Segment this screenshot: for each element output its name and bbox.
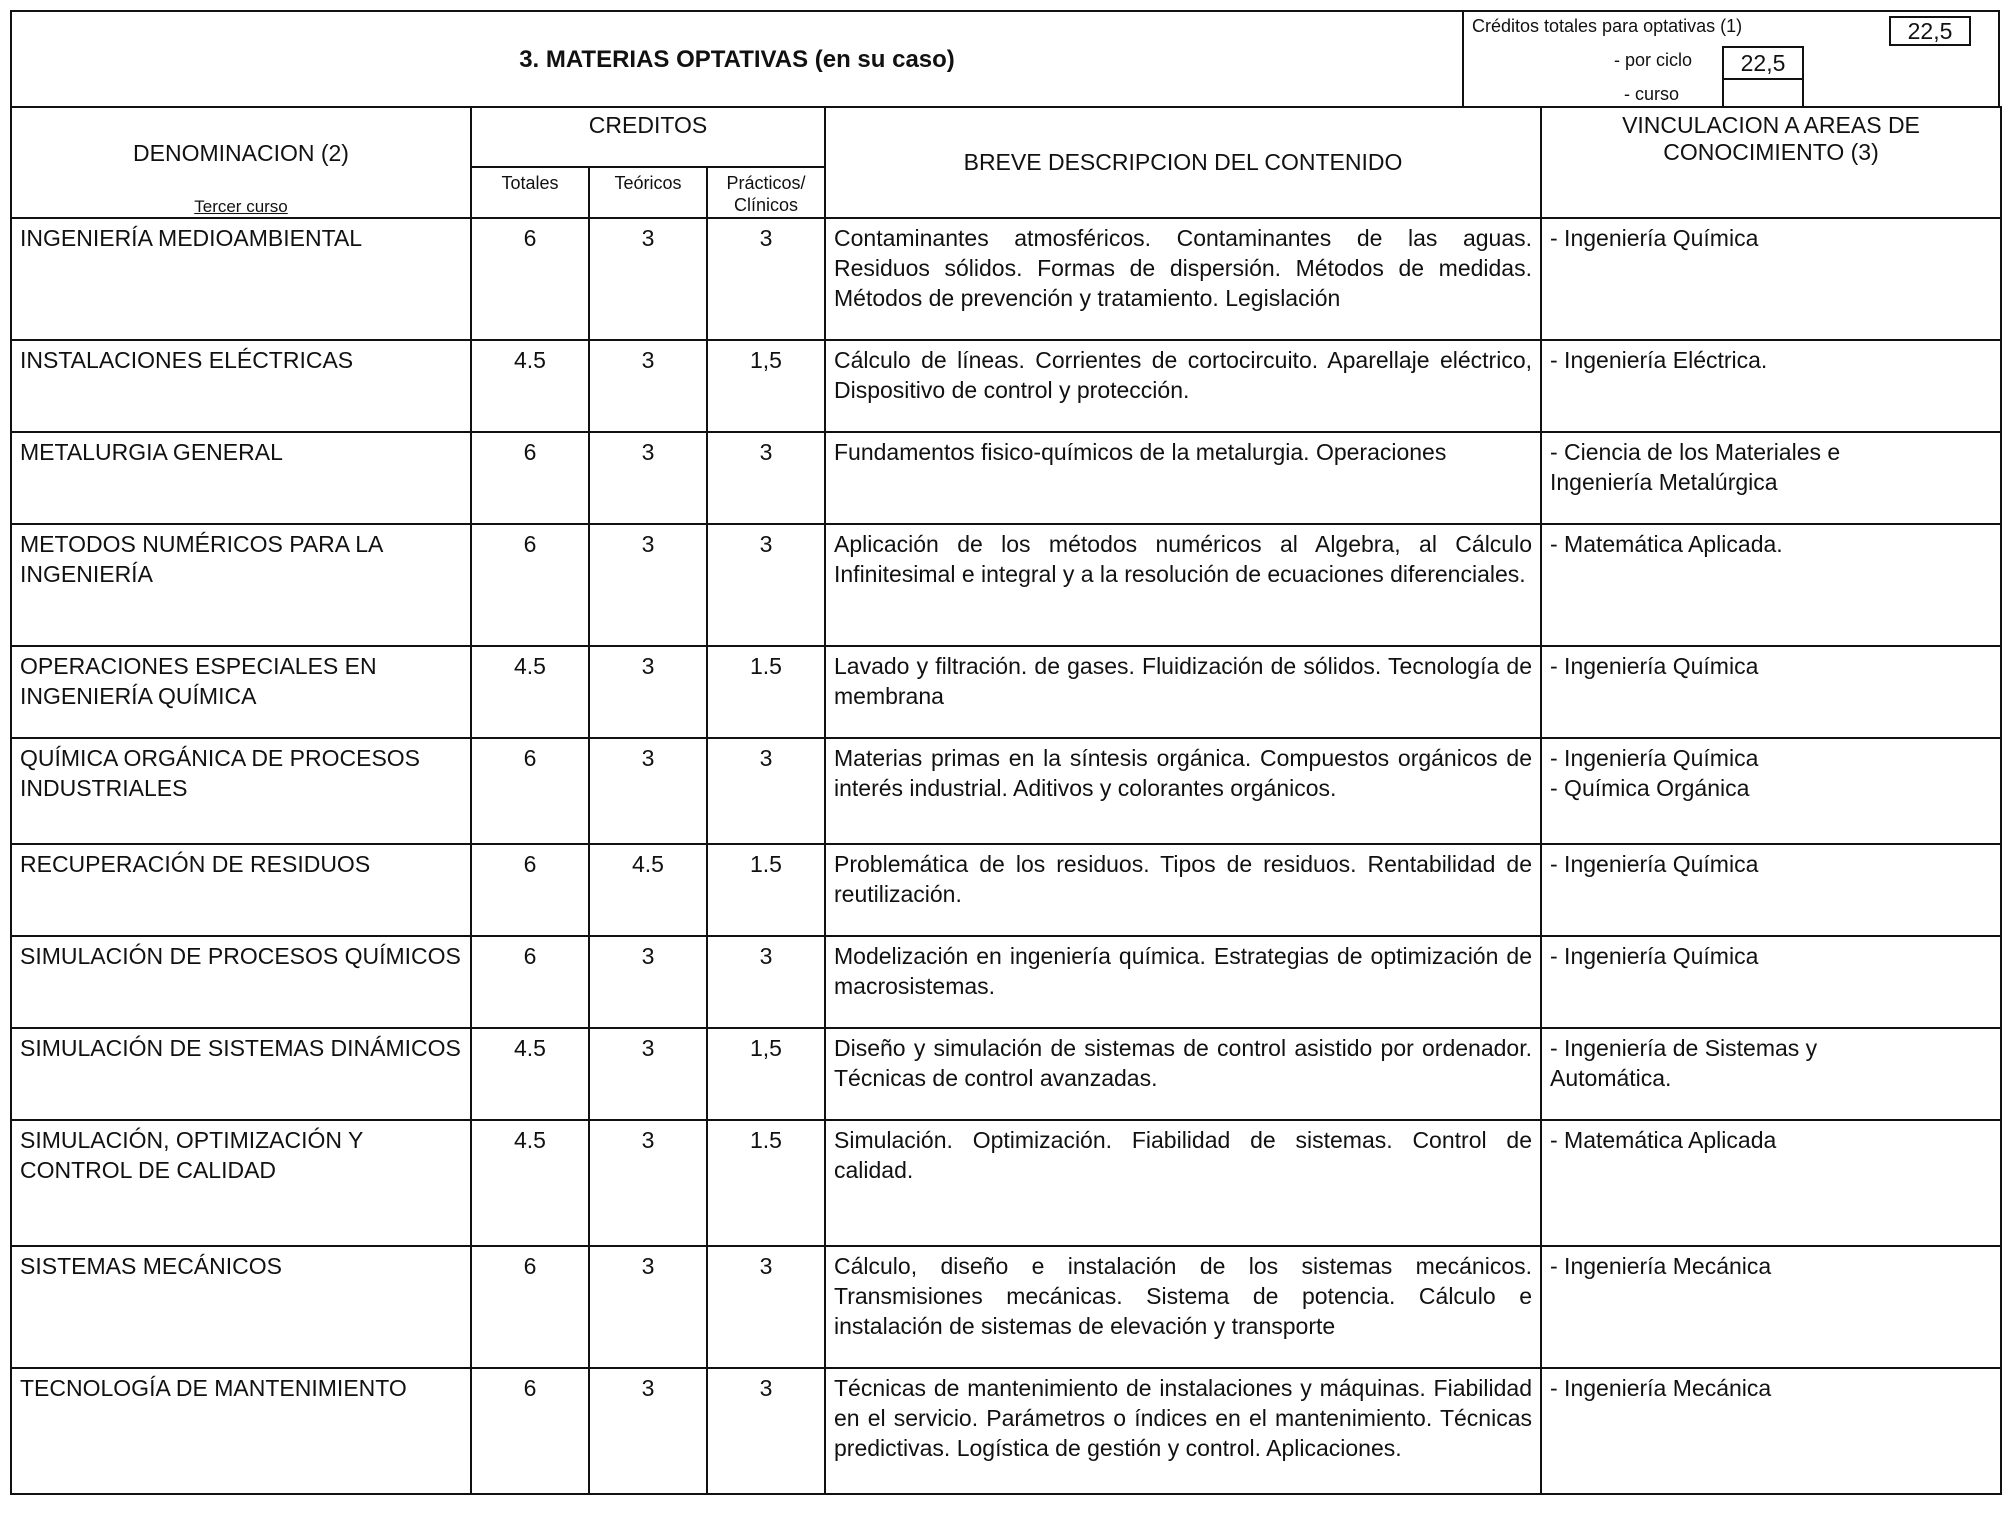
subject-name: OPERACIONES ESPECIALES EN INGENIERÍA QUÍMICA xyxy=(11,646,471,738)
knowledge-area-item: - Ingeniería Mecánica xyxy=(1550,1253,1772,1279)
knowledge-area-item: - Matemática Aplicada xyxy=(1550,1127,1777,1153)
table-row xyxy=(11,936,2001,1028)
table-row xyxy=(11,524,2001,646)
knowledge-areas xyxy=(1541,218,2001,340)
subject-description: Problemática de los residuos. Tipos de residuos. Rentabilidad de reutilización. xyxy=(825,844,1541,936)
subject-description: Contaminantes atmosféricos. Contaminantes de las aguas. Residuos sólidos. Formas de dispersión. Métodos de medidas. Métodos de prevención y tratamiento. Legislación xyxy=(825,218,1541,340)
knowledge-areas xyxy=(1541,646,2001,738)
credits-totales: 6 xyxy=(471,218,589,340)
por-ciclo-value: 22,5 xyxy=(1722,46,1804,80)
vinculacion-header: VINCULACION A AREAS DE CONOCIMIENTO (3) xyxy=(1541,107,2001,218)
table-row xyxy=(11,738,2001,844)
knowledge-areas xyxy=(1541,1120,2001,1246)
section-header xyxy=(10,10,2000,106)
credits-teoricos: 3 xyxy=(589,738,707,844)
credits-practicos: 3 xyxy=(707,1368,825,1494)
subject-description: Simulación. Optimización. Fiabilidad de sistemas. Control de calidad. xyxy=(825,1120,1541,1246)
subject-name: RECUPERACIÓN DE RESIDUOS xyxy=(11,844,471,936)
credits-totales: 6 xyxy=(471,432,589,524)
credits-teoricos: 3 xyxy=(589,936,707,1028)
knowledge-area-item: - Matemática Aplicada. xyxy=(1550,531,1783,557)
knowledge-area-item: - Ingeniería Química xyxy=(1550,851,1759,877)
subject-description: Cálculo, diseño e instalación de los sistemas mecánicos. Transmisiones mecánicas. Sistema de potencia. Cálculo e instalación de sistemas de elevación y transporte xyxy=(825,1246,1541,1368)
credits-teoricos: 3 xyxy=(589,1368,707,1494)
subject-name: QUÍMICA ORGÁNICA DE PROCESOS INDUSTRIALES xyxy=(11,738,471,844)
knowledge-areas xyxy=(1541,738,2001,844)
practicos-header: Prácticos/ Clínicos xyxy=(707,167,825,218)
credits-totales: 4.5 xyxy=(471,1028,589,1120)
knowledge-area-item: - Ingeniería Mecánica xyxy=(1550,1375,1772,1401)
credits-totales: 6 xyxy=(471,524,589,646)
credits-practicos: 3 xyxy=(707,218,825,340)
subject-description: Lavado y filtración. de gases. Fluidización de sólidos. Tecnología de membrana xyxy=(825,646,1541,738)
table-row xyxy=(11,844,2001,936)
knowledge-area-item: - Ingeniería Química xyxy=(1550,653,1759,679)
table-row xyxy=(11,432,2001,524)
credits-teoricos: 3 xyxy=(589,1028,707,1120)
credits-practicos: 1.5 xyxy=(707,1120,825,1246)
subject-description: Diseño y simulación de sistemas de control asistido por ordenador. Técnicas de control avanzadas. xyxy=(825,1028,1541,1120)
knowledge-areas xyxy=(1541,1246,2001,1368)
table-row xyxy=(11,646,2001,738)
credits-practicos: 1.5 xyxy=(707,844,825,936)
credits-total-value: 22,5 xyxy=(1889,16,1971,46)
subject-description: Fundamentos fisico-químicos de la metalurgia. Operaciones xyxy=(825,432,1541,524)
credits-practicos: 1,5 xyxy=(707,1028,825,1120)
credits-total-label: Créditos totales para optativas (1) xyxy=(1472,16,1743,36)
credits-teoricos: 3 xyxy=(589,1120,707,1246)
curso-value xyxy=(1722,78,1804,108)
credits-totales: 6 xyxy=(471,1368,589,1494)
knowledge-areas xyxy=(1541,844,2001,936)
credits-totales: 4.5 xyxy=(471,340,589,432)
subject-name: SIMULACIÓN DE PROCESOS QUÍMICOS xyxy=(11,936,471,1028)
credits-teoricos: 4.5 xyxy=(589,844,707,936)
credits-practicos: 3 xyxy=(707,936,825,1028)
credits-totales: 4.5 xyxy=(471,646,589,738)
credits-teoricos: 3 xyxy=(589,432,707,524)
table-row xyxy=(11,1120,2001,1246)
table-row xyxy=(11,1368,2001,1494)
credits-totales: 6 xyxy=(471,844,589,936)
creditos-header: CREDITOS xyxy=(471,107,825,167)
credits-totales: 6 xyxy=(471,936,589,1028)
knowledge-area-item: - Química Orgánica xyxy=(1550,775,1750,801)
credits-teoricos: 3 xyxy=(589,218,707,340)
subject-name: SISTEMAS MECÁNICOS xyxy=(11,1246,471,1368)
credits-totales: 6 xyxy=(471,738,589,844)
subject-description: Materias primas en la síntesis orgánica. Compuestos orgánicos de interés industrial. Aditivos y colorantes orgánicos. xyxy=(825,738,1541,844)
credits-practicos: 3 xyxy=(707,432,825,524)
knowledge-area-item: Ingeniería Metalúrgica xyxy=(1550,469,1778,495)
knowledge-area-item: - Ingeniería de Sistemas y xyxy=(1550,1035,1818,1061)
credits-totales: 4.5 xyxy=(471,1120,589,1246)
credits-teoricos: 3 xyxy=(589,524,707,646)
curso-label: - curso xyxy=(1624,84,1680,104)
knowledge-area-item: - Ciencia de los Materiales e xyxy=(1550,439,1841,465)
knowledge-areas xyxy=(1541,432,2001,524)
section-title: 3. MATERIAS OPTATIVAS (en su caso) xyxy=(519,46,955,73)
teoricos-header: Teóricos xyxy=(589,167,707,218)
credits-teoricos: 3 xyxy=(589,340,707,432)
subject-name: INSTALACIONES ELÉCTRICAS xyxy=(11,340,471,432)
credits-practicos: 1.5 xyxy=(707,646,825,738)
knowledge-area-item: - Ingeniería Química xyxy=(1550,943,1759,969)
credits-practicos: 3 xyxy=(707,738,825,844)
credits-practicos: 3 xyxy=(707,1246,825,1368)
por-ciclo-label: - por ciclo xyxy=(1614,50,1693,70)
subject-description: Aplicación de los métodos numéricos al Algebra, al Cálculo Infinitesimal e integral y a la resolución de ecuaciones diferenciales. xyxy=(825,524,1541,646)
subject-name: SIMULACIÓN DE SISTEMAS DINÁMICOS xyxy=(11,1028,471,1120)
knowledge-area-item: - Ingeniería Eléctrica. xyxy=(1550,347,1768,373)
knowledge-area-item: - Ingeniería Química xyxy=(1550,225,1759,251)
denominacion-label: DENOMINACION (2) xyxy=(133,140,349,166)
subject-description: Técnicas de mantenimiento de instalaciones y máquinas. Fiabilidad en el servicio. Parámetros o índices en el mantenimiento. Técnicas predictivas. Logística de gestión y control. Aplicaciones. xyxy=(825,1368,1541,1494)
table-row xyxy=(11,340,2001,432)
table-row xyxy=(11,1246,2001,1368)
credits-teoricos: 3 xyxy=(589,646,707,738)
knowledge-area-item: Automática. xyxy=(1550,1065,1672,1091)
subject-name: METODOS NUMÉRICOS PARA LA INGENIERÍA xyxy=(11,524,471,646)
subject-name: METALURGIA GENERAL xyxy=(11,432,471,524)
table-row xyxy=(11,218,2001,340)
knowledge-areas xyxy=(1541,1368,2001,1494)
credits-summary xyxy=(1462,10,2002,106)
table-body xyxy=(11,218,2001,1494)
credits-practicos: 3 xyxy=(707,524,825,646)
denominacion-header xyxy=(11,107,471,218)
totales-header: Totales xyxy=(471,167,589,218)
credits-totales: 6 xyxy=(471,1246,589,1368)
descripcion-header: BREVE DESCRIPCION DEL CONTENIDO xyxy=(825,107,1541,218)
subject-description: Modelización en ingeniería química. Estrategias de optimización de macrosistemas. xyxy=(825,936,1541,1028)
optional-subjects-table xyxy=(10,106,2002,1495)
tercer-curso-label: Tercer curso xyxy=(194,197,288,216)
knowledge-area-item: - Ingeniería Química xyxy=(1550,745,1759,771)
knowledge-areas xyxy=(1541,936,2001,1028)
table-row xyxy=(11,1028,2001,1120)
subject-description: Cálculo de líneas. Corrientes de cortocircuito. Aparellaje eléctrico, Dispositivo de control y protección. xyxy=(825,340,1541,432)
knowledge-areas xyxy=(1541,1028,2001,1120)
knowledge-areas xyxy=(1541,524,2001,646)
subject-name: INGENIERÍA MEDIOAMBIENTAL xyxy=(11,218,471,340)
credits-practicos: 1,5 xyxy=(707,340,825,432)
knowledge-areas xyxy=(1541,340,2001,432)
subject-name: SIMULACIÓN, OPTIMIZACIÓN Y CONTROL DE CALIDAD xyxy=(11,1120,471,1246)
credits-teoricos: 3 xyxy=(589,1246,707,1368)
subject-name: TECNOLOGÍA DE MANTENIMIENTO xyxy=(11,1368,471,1494)
